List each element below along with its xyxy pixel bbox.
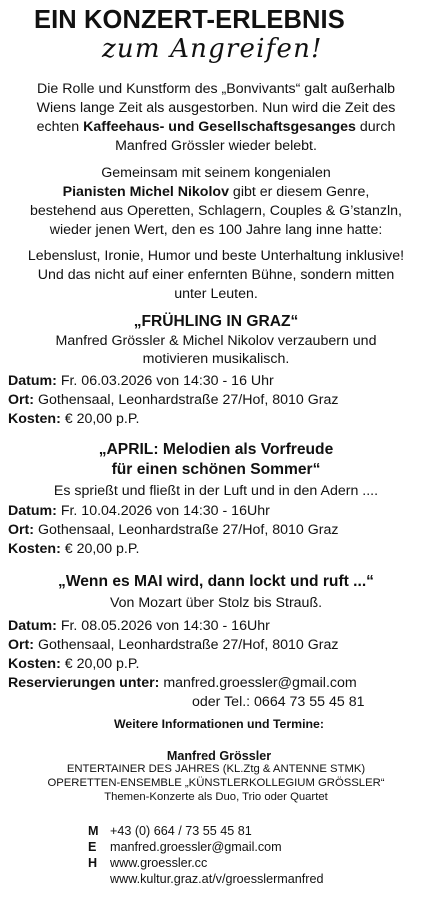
event-location: Gothensaal, Leonhardstraße 27/Hof, 8010 Graz [34, 637, 339, 653]
intro-text-line: Gemeinsam mit seinem kongenialen [101, 165, 331, 181]
event-date: Fr. 08.05.2026 von 14:30 - 16Uhr [56, 618, 270, 634]
contact-email [88, 840, 282, 856]
contact-value: manfred.groessler@gmail.com [110, 840, 282, 854]
event-cost-row [8, 410, 139, 429]
cost-label: Kosten: [8, 541, 61, 557]
event-title: „APRIL: Melodien als Vorfreude [98, 441, 334, 458]
contact-letter: E [88, 840, 97, 854]
location-label: Ort: [8, 522, 35, 538]
intro-text-line: Wiens lange Zeit als ausgestorben. Nun wird die Zeit des [36, 100, 396, 116]
event-cost: € 20,00 p.P. [60, 656, 140, 672]
event-date-row [8, 617, 270, 636]
contact-value: +43 (0) 664 / 73 55 45 81 [110, 824, 252, 838]
reservation-label: Reservierungen unter: [8, 675, 160, 691]
event-date-row [8, 372, 274, 391]
contact-letter: M [88, 824, 99, 838]
location-label: Ort: [8, 637, 35, 653]
location-label: Ort: [8, 392, 35, 408]
footer-name: Manfred Grössler [166, 749, 272, 763]
event-location: Gothensaal, Leonhardstraße 27/Hof, 8010 Graz [34, 392, 339, 408]
reservation-email: manfred.groessler@gmail.com [159, 675, 357, 691]
event-description: motivieren musikalisch. [142, 351, 290, 367]
cost-label: Kosten: [8, 411, 61, 427]
contact-letter: H [88, 856, 98, 870]
event-cost: € 20,00 p.P. [60, 541, 140, 557]
intro-text-line: Die Rolle und Kunstform des „Bonvivants“ galt außerhalb [36, 81, 396, 97]
contact-mobile [88, 824, 252, 840]
event-cost-row [8, 655, 139, 674]
footer-line: OPERETTEN-ENSEMBLE „KÜNSTLERKOLLEGIUM GRÖSSLER“ [47, 777, 385, 789]
intro-text-line: bestehend aus Operetten, Schlagern, Couples & G’stanzln, [30, 203, 402, 219]
date-label: Datum: [8, 503, 57, 519]
event-location-row [8, 391, 338, 410]
intro-text-plain: durch [355, 119, 396, 135]
flyer-subtitle: zum Angreifen! [102, 34, 323, 64]
event-cost-row [8, 540, 139, 559]
intro-text-line [0, 183, 432, 203]
footer-line: Themen-Konzerte als Duo, Trio oder Quartet [104, 791, 328, 803]
event-title: „FRÜHLING IN GRAZ“ [133, 313, 299, 330]
reservation-row [8, 674, 357, 693]
more-info-heading: Weitere Informationen und Termine: [114, 717, 324, 731]
event-cost: € 20,00 p.P. [60, 411, 140, 427]
event-title: „Wenn es MAI wird, dann lockt und ruft ...“ [58, 573, 374, 590]
intro-text-line [0, 118, 432, 138]
event-title: für einen schönen Sommer“ [111, 461, 321, 478]
event-date: Fr. 10.04.2026 von 14:30 - 16Uhr [56, 503, 270, 519]
event-location-row [8, 636, 338, 655]
cost-label: Kosten: [8, 656, 61, 672]
event-location-row [8, 521, 338, 540]
contact-value: www.groessler.cc [110, 856, 208, 870]
event-date-row [8, 502, 270, 521]
intro-text-line: Manfred Grössler wieder belebt. [115, 138, 317, 154]
intro-text-bold: Pianisten Michel Nikolov [62, 184, 229, 200]
contact-homepage-2 [88, 872, 323, 888]
contact-homepage [88, 856, 207, 872]
date-label: Datum: [8, 618, 57, 634]
event-description: Manfred Grössler & Michel Nikolov verzaubern und [55, 333, 377, 349]
reservation-phone: oder Tel.: 0664 73 55 45 81 [192, 694, 365, 710]
intro-text-plain: echten [36, 119, 84, 135]
event-location: Gothensaal, Leonhardstraße 27/Hof, 8010 Graz [34, 522, 339, 538]
footer-line: ENTERTAINER DES JAHRES (KL.Ztg & ANTENNE STMK) [66, 763, 366, 775]
intro-text-line: Lebenslust, Ironie, Humor und beste Unterhaltung inklusive! [27, 248, 405, 264]
intro-text-line: wieder jenen Wert, den es 100 Jahre lang inne hatte: [49, 222, 383, 238]
contact-value: www.kultur.graz.at/v/groesslermanfred [110, 872, 324, 886]
date-label: Datum: [8, 373, 57, 389]
flyer-title: EIN KONZERT-ERLEBNIS [34, 6, 345, 34]
event-description: Es sprießt und fließt in der Luft und in den Adern .... [53, 483, 379, 499]
intro-text-plain: gibt er diesem Genre, [228, 184, 370, 200]
intro-text-bold: Kaffeehaus- und Gesellschaftsgesanges [83, 119, 356, 135]
event-description: Von Mozart über Stolz bis Strauß. [109, 595, 323, 611]
intro-text-line: Und das nicht auf einer enfernten Bühne, sondern mitten [37, 267, 395, 283]
event-date: Fr. 06.03.2026 von 14:30 - 16 Uhr [56, 373, 274, 389]
intro-text-line: unter Leuten. [174, 286, 258, 302]
